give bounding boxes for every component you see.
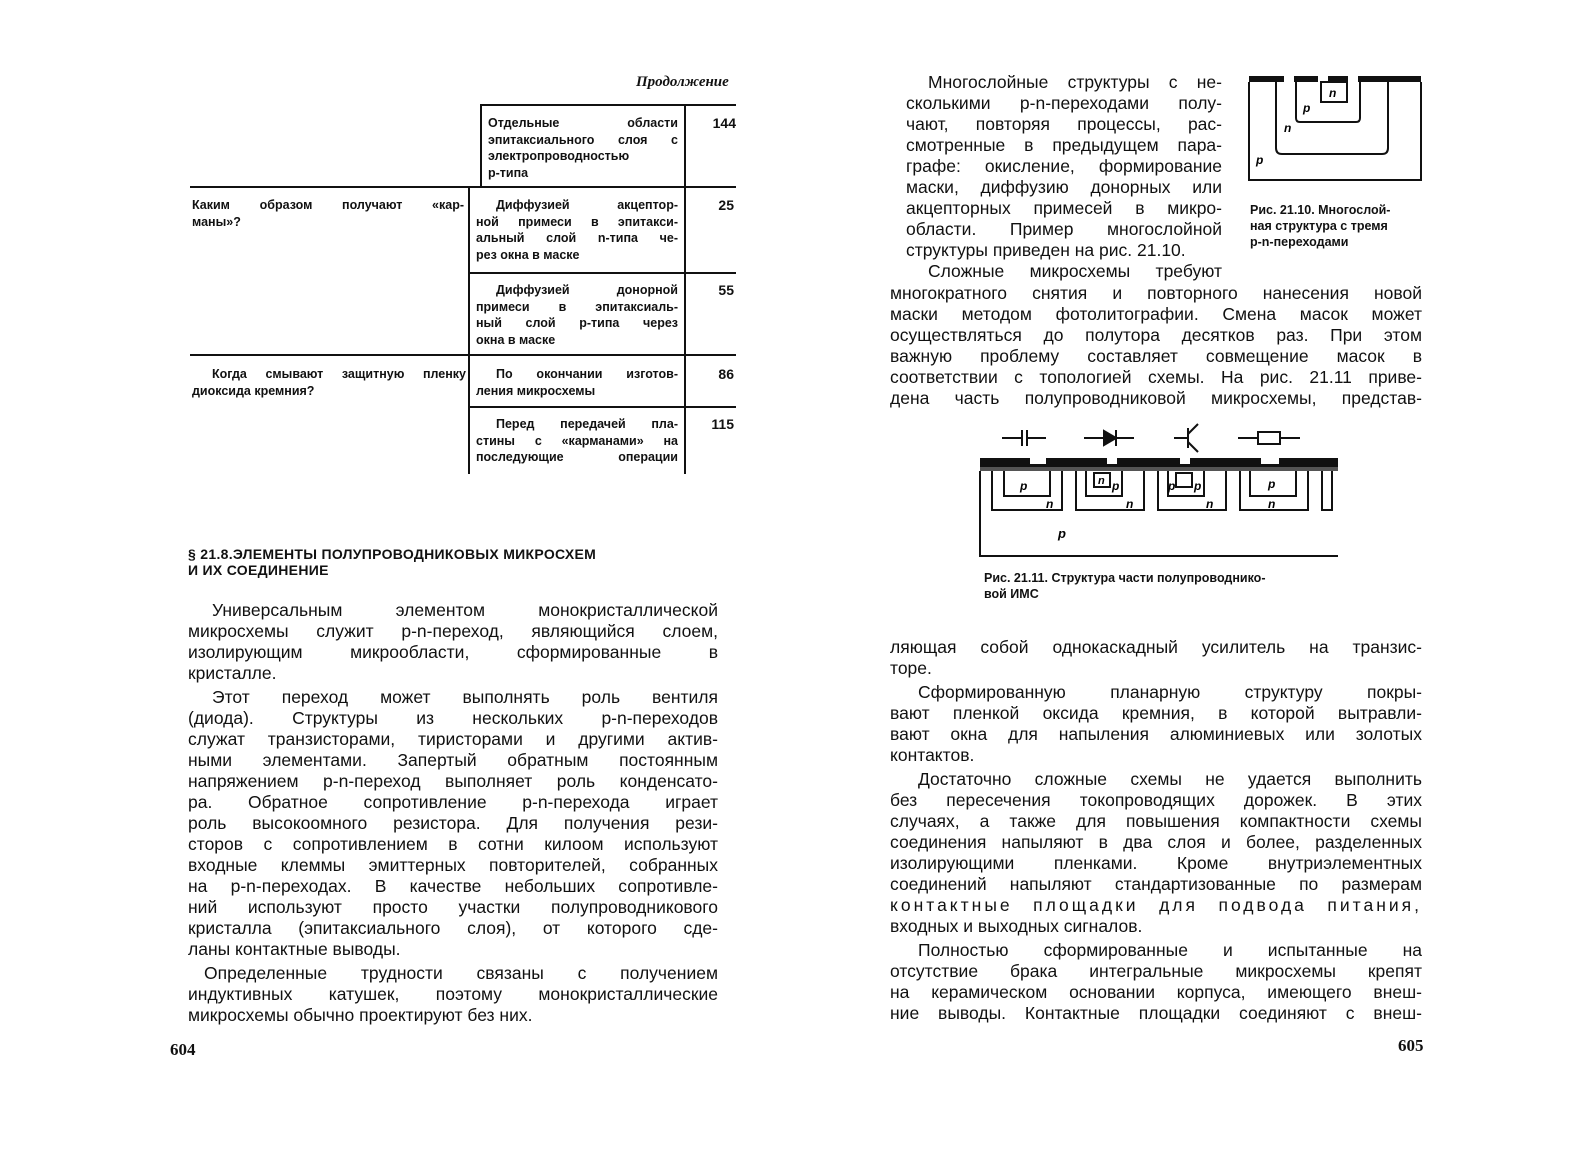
figure-21-11 [976,420,1342,560]
table-number: 144 [712,115,736,131]
continuation-label: Продолжение [636,74,729,90]
fig-label: p [1256,153,1264,167]
figure-21-11-caption: Рис. 21.11. Структура части полупроводнико- вой ИМС [984,571,1266,601]
table-answer: По окончании изготов- ления микросхемы [476,367,678,398]
table-answer: Диффузией донорной примеси в эпитаксиаль- ный слой p-типа через окна в маске [476,283,678,347]
table-vline [480,104,482,186]
svg-text:n: n [1098,475,1105,487]
table-row-rule [190,186,736,188]
table-vline [468,186,470,474]
table-number: 86 [718,366,734,382]
table-question: Каким образом получают «кар- маны»? [192,198,464,229]
fig-label: n [1329,86,1337,100]
svg-text:p: p [1194,479,1202,493]
figure-21-10 [1246,70,1424,188]
svg-text:n: n [1268,497,1276,511]
table-vline [684,104,686,474]
table-rule-top [480,104,736,106]
svg-text:n: n [1046,497,1054,511]
svg-text:n: n [1206,497,1214,511]
svg-text:n: n [1126,497,1134,511]
svg-text:p: p [1058,526,1066,541]
transistor-icon [1174,424,1198,452]
page-number: 605 [1398,1036,1424,1055]
section-heading: § 21.8.ЭЛЕМЕНТЫ ПОЛУПРОВОДНИКОВЫХ МИКРОСХЕМ И ИХ СОЕДИНЕНИЕ [188,546,597,578]
table-number: 55 [718,282,734,298]
svg-text:p: p [1020,479,1028,493]
table-number: 25 [718,197,734,213]
svg-text:p: p [1168,479,1176,493]
table-row-rule [468,406,736,408]
table-question: Когда смывают защитную пленку диоксида кремния? [192,367,466,398]
table-answer: Перед передачей пла- стины с «карманами» на последующие операции [476,417,678,464]
table-row-rule [190,354,736,356]
fig-label: p [1303,101,1311,115]
capacitor-icon [1002,430,1046,446]
figure-21-10-caption: Рис. 21.10. Многослой- ная структура с тремя p-n-переходами [1250,203,1391,249]
svg-text:p: p [1112,479,1120,493]
diode-icon [1084,430,1134,446]
table-row-rule [468,272,736,274]
table-number: 115 [711,416,734,432]
table-answer: Диффузией акцептор- ной примеси в эпитакси- альный слой n-типа че- рез окна в маске [476,198,678,262]
page-number: 604 [170,1040,196,1059]
table-answer: Отдельные области эпитаксиального слоя с электропроводностью p-типа [488,116,678,180]
resistor-icon [1238,432,1300,444]
fig-label: n [1284,121,1292,135]
svg-text:p: p [1268,477,1276,491]
